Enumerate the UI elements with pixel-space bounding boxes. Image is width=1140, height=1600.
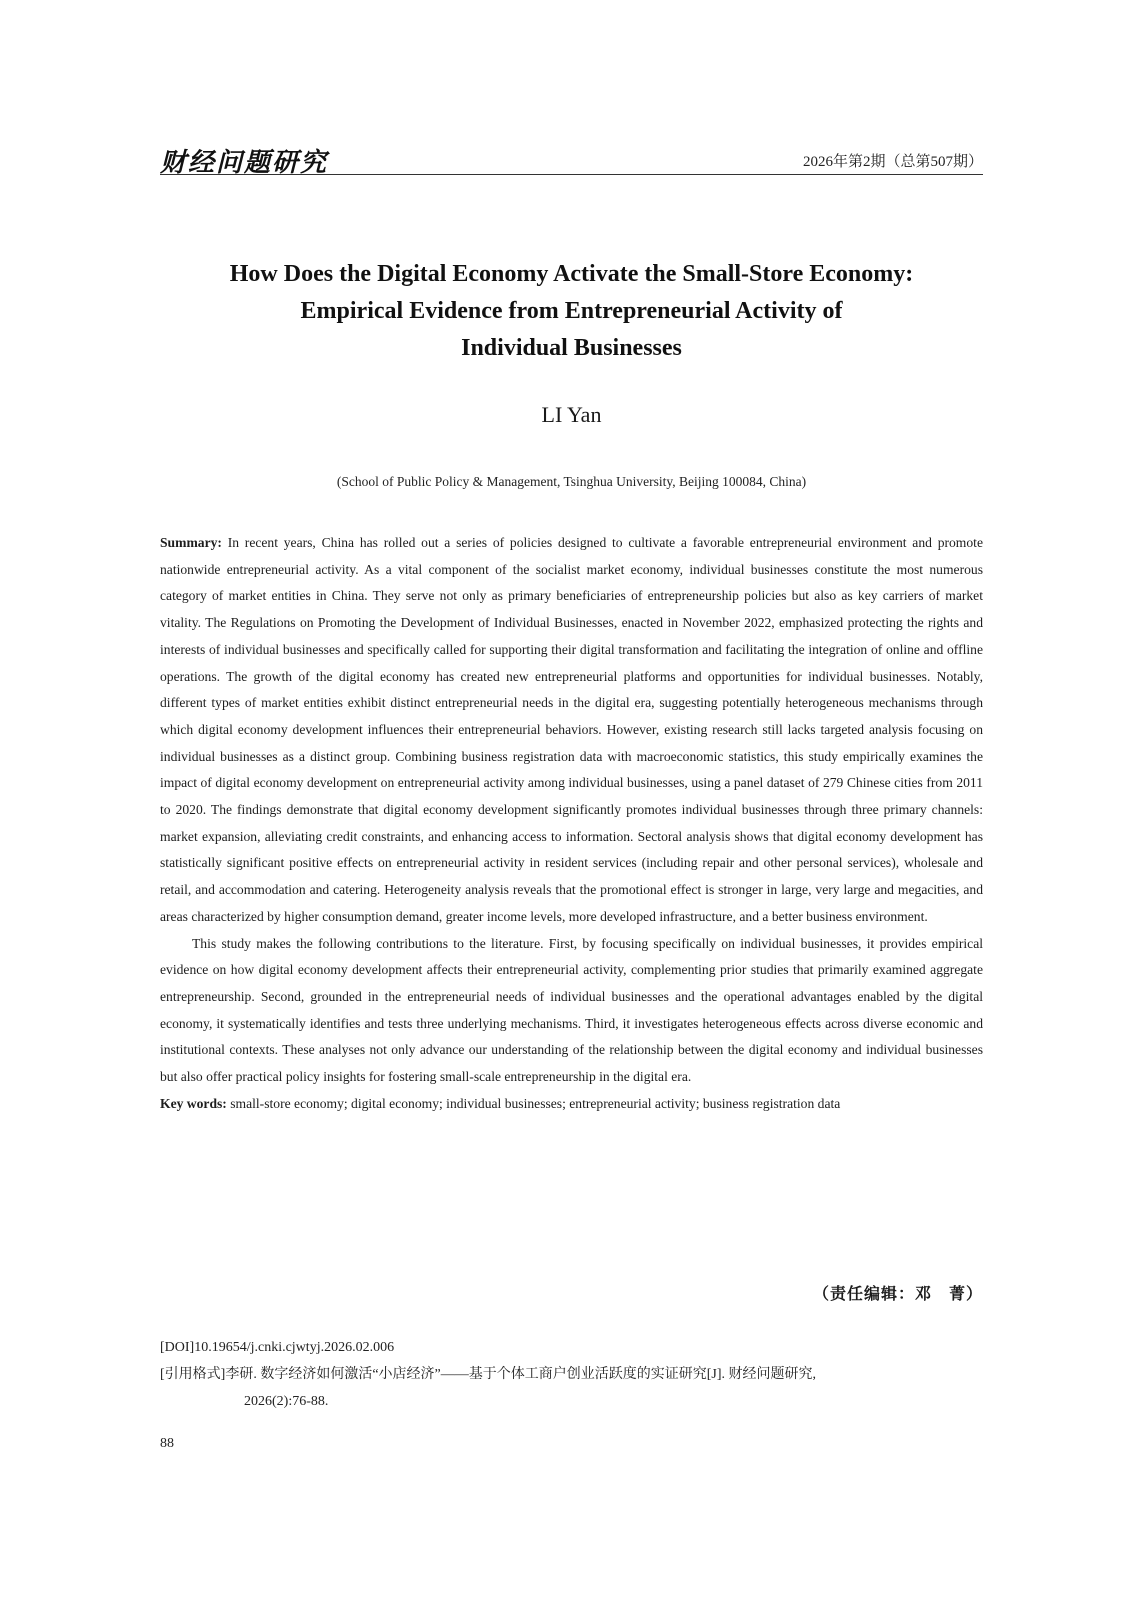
citation-line-1: [引用格式]李研. 数字经济如何激活“小店经济”——基于个体工商户创业活跃度的实证研究[J]. 财经问题研究,: [160, 1367, 817, 1382]
contributions-paragraph: This study makes the following contributions to the literature. First, by focusing specifically on individual businesses, it provides empirical evidence on how digital economy development affects their entrepreneurial activity, complementing prior studies that primarily examined aggregate entrepreneurship. Second, grounded in the entrepreneurial needs of individual businesses and the operational advantages enabled by the digital economy, it systematically identifies and tests three underlying mechanisms. Third, it investigates heterogeneous effects across diverse economic and institutional contexts. These analyses not only advance our understanding of the relationship between the digital economy and individual businesses but also offer practical policy insights for fostering small-scale entrepreneurship in the digital era.: [160, 935, 983, 1085]
title-line-2: Empirical Evidence from Entrepreneurial Activity of: [300, 298, 843, 324]
keywords-paragraph: [160, 1091, 983, 1118]
summary-label: Summary:: [160, 535, 222, 550]
author-name: LI Yan: [541, 402, 602, 427]
title-line-1: How Does the Digital Economy Activate the Small-Store Economy:: [229, 261, 914, 287]
page-number: 88: [160, 1436, 174, 1451]
keywords-text: small-store economy; digital economy; individual businesses; entrepreneurial activity; business registration data: [230, 1095, 841, 1111]
summary-paragraph: [160, 530, 983, 931]
responsible-editor: （责任编辑：邓 菁）: [812, 1284, 983, 1303]
citation-line-2: 2026(2):76-88.: [244, 1394, 329, 1409]
author-affiliation: (School of Public Policy & Management, Tsinghua University, Beijing 100084, China): [336, 474, 807, 489]
title-line-3: Individual Businesses: [461, 335, 682, 361]
abstract-section: [160, 530, 983, 1117]
doi: [DOI]10.19654/j.cnki.cjwtyj.2026.02.006: [160, 1340, 395, 1355]
issue-info: 2026年第2期（总第507期）: [802, 154, 983, 170]
journal-logo: 财经问题研究: [160, 148, 329, 178]
summary-text: In recent years, China has rolled out a series of policies designed to cultivate a favorable entrepreneurial environment and promote nationwide entrepreneurial activity. As a vital component of the socialist market economy, individual businesses constitute the most numerous category of market entities in China. They serve not only as primary beneficiaries of entrepreneurship policies but also as key carriers of market vitality. The Regulations on Promoting the Development of Individual Businesses, enacted in November 2022, emphasized protecting the rights and interests of individual businesses and specifically called for supporting their digital transformation and facilitating the integration of online and offline operations. The growth of the digital economy has created new entrepreneurial platforms and opportunities for individual businesses. Notably, different types of market entities exhibit distinct entrepreneurial needs in the digital era, suggesting potentially heterogeneous mechanisms through which digital economy development influences their entrepreneurial behaviors. However, existing research still lacks targeted analysis focusing on individual businesses as a distinct group. Combining business registration data with macroeconomic statistics, this study empirically examines the impact of digital economy development on entrepreneurial activity among individual businesses, using a panel dataset of 279 Chinese cities from 2011 to 2020. The findings demonstrate that digital economy development significantly promotes individual businesses through three primary channels: market expansion, alleviating credit constraints, and enhancing access to information. Sectoral analysis shows that digital economy development has statistically significant positive effects on entrepreneurial activity in resident services (including repair and other personal services), wholesale and retail, and accommodation and catering. Heterogeneity analysis reveals that the promotional effect is stronger in large, very large and megacities, and areas characterized by higher consumption demand, greater income levels, more developed infrastructure, and a better business environment.: [160, 535, 983, 924]
keywords-label: Key words:: [160, 1095, 227, 1111]
article-title: [160, 256, 983, 367]
running-header: [160, 140, 983, 178]
citation-block: [160, 1334, 983, 1415]
